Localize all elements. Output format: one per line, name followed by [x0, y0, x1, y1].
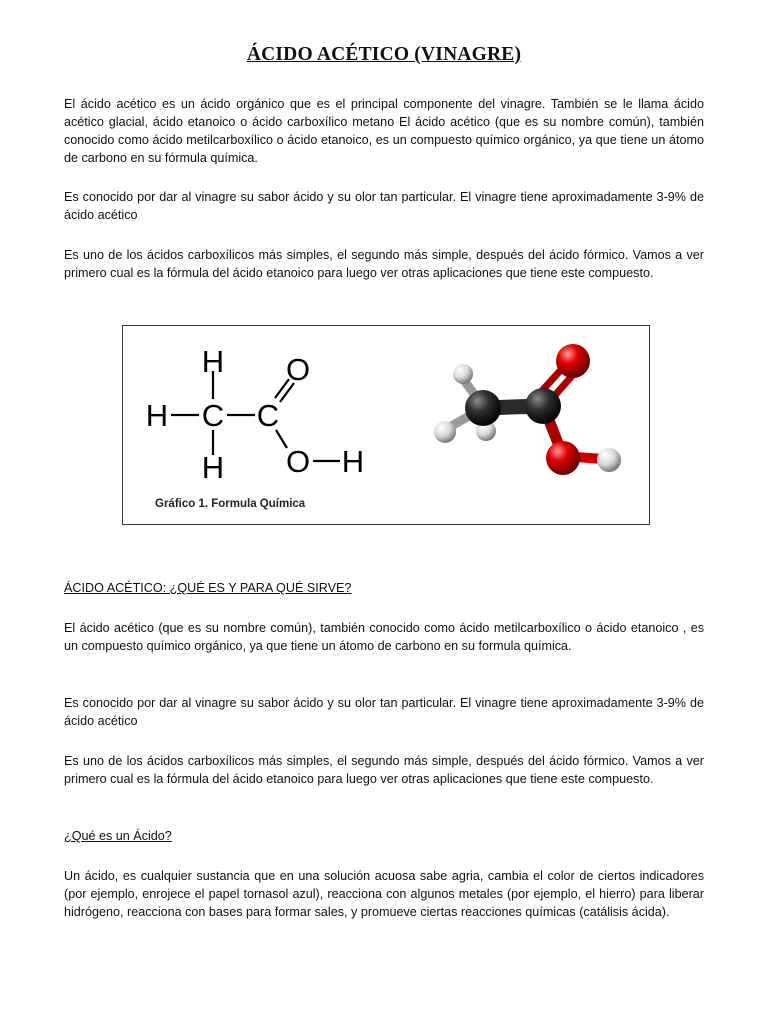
atom-c-methyl: C — [201, 398, 225, 433]
intro-paragraph-2: Es conocido por dar al vinagre su sabor ácido y su olor tan particular. El vinagre tiene aproximadamente 3-9% de ácido acético — [64, 190, 704, 223]
section1-paragraph-2: Es conocido por dar al vinagre su sabor ácido y su olor tan particular. El vinagre tiene aproximadamente 3-9% de ácido acético — [64, 696, 704, 729]
intro-paragraph-1: El ácido acético es un ácido orgánico que es el principal componente del vinagre. También se le llama ácido acético glacial, ácido etanoico o ácido carboxílico metano El ácido acético (que es su nombre común), también conocido como ácido metilcarboxílico o ácido etanoico, es un compuesto químico orgánico, ya que tiene un átomo de carbono en su fórmula química. — [64, 97, 704, 166]
model-carbon-atom — [525, 388, 561, 424]
formula-illustration — [123, 326, 651, 526]
atom-o-hydroxyl: O — [285, 444, 311, 479]
atom-h-top: H — [201, 344, 225, 379]
section2-paragraph-1: Un ácido, es cualquier sustancia que en una solución acuosa sabe agria, cambia el color de ciertos indicadores (por ejemplo, enrojece el papel tornasol azul), reacciona con algunos metales (por ejemplo, el hierro) para liberar hidrógeno, reacciona con bases para formar sales, y promueve ciertas reacciones químicas (catálisis ácida). — [64, 869, 704, 920]
atom-o-double: O — [285, 352, 311, 387]
structural-formula — [146, 344, 364, 485]
section-heading-acido-acetico: ÁCIDO ACÉTICO: ¿QUÉ ES Y PARA QUÉ SIRVE? — [64, 581, 352, 595]
section1-paragraph-3: Es uno de los ácidos carboxílicos más simples, el segundo más simple, después del ácido fórmico. Vamos a ver primero cual es la fórmula del ácido etanoico para luego ver otras aplicaciones que tiene este compuesto. — [64, 754, 704, 787]
ball-and-stick-model — [434, 344, 621, 475]
atom-h-left: H — [145, 398, 169, 433]
model-oxygen-atom — [556, 344, 590, 378]
section-heading-que-es-acido: ¿Qué es un Ácido? — [64, 829, 172, 843]
figure-chemical-formula — [122, 325, 650, 525]
structural-bonds — [171, 371, 340, 461]
model-hydrogen-atom — [597, 448, 621, 472]
page-title: ÁCIDO ACÉTICO (VINAGRE) — [246, 44, 522, 65]
intro-paragraph-3: Es uno de los ácidos carboxílicos más simples, el segundo más simple, después del ácido fórmico. Vamos a ver primero cual es la fórmula del ácido etanoico para luego ver otras aplicaciones que tiene este compuesto. — [64, 248, 704, 281]
figure-caption: Gráfico 1. Formula Química — [155, 498, 306, 510]
section1-paragraph-1: El ácido acético (que es su nombre común), también conocido como ácido metilcarboxílico o ácido etanoico , es un compuesto químico orgánico, ya que tiene un átomo de carbono en su formula química. — [64, 621, 704, 654]
model-hydrogen-atom — [434, 421, 456, 443]
atom-h-hydroxyl: H — [341, 444, 365, 479]
model-carbon-atom — [465, 390, 501, 426]
model-hydrogen-atom — [453, 364, 473, 384]
model-oxygen-atom — [546, 441, 580, 475]
atom-h-bottom: H — [201, 450, 225, 485]
atom-c-carboxyl: C — [256, 398, 280, 433]
